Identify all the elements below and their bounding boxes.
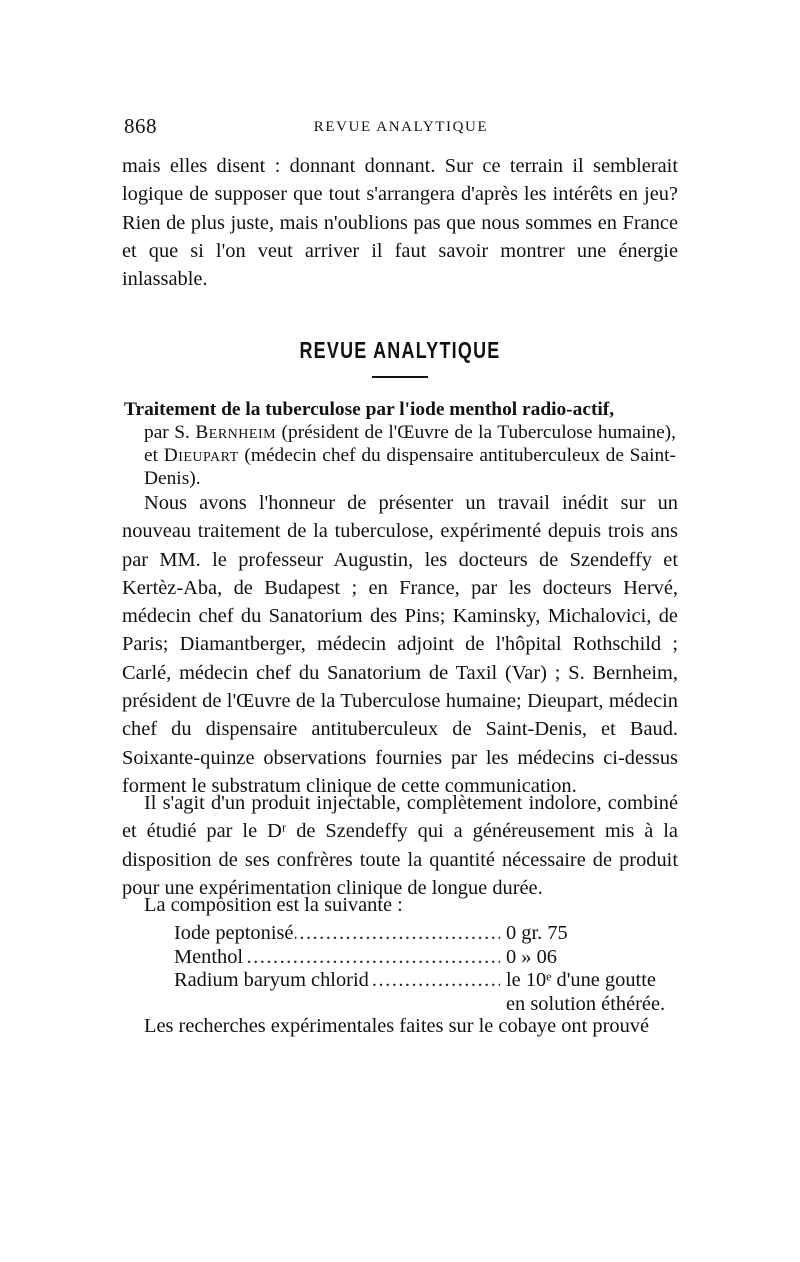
ingredient-name: Iode peptonisé	[174, 922, 294, 944]
body-paragraph: Il s'agit d'un produit injectable, complètement indolore, combiné et étudié par le Dʳ de Szendeffy qui a généreusement mis à la disposition de ses confrères toute la quantité nécessaire de produit pour une expérimentation clinique de longue durée.	[122, 792, 678, 899]
title-rule	[372, 376, 428, 378]
section-title: REVUE ANALYTIQUE	[299, 337, 501, 363]
author-prefix: par S.	[144, 422, 196, 443]
author-name: Dieupart	[163, 445, 239, 466]
composition-row	[174, 946, 678, 970]
body-paragraph: Les recherches expérimentales faites sur le cobaye ont prouvé	[144, 1015, 650, 1037]
composition-row	[174, 969, 678, 1016]
article-title: Traitement de la tuberculose par l'iode menthol radio-actif,	[124, 399, 615, 420]
article-byline	[124, 421, 676, 490]
ingredient-name: Menthol	[174, 945, 244, 968]
composition-table	[174, 922, 678, 1016]
page-number: 868	[124, 114, 157, 138]
running-title: REVUE ANALYTIQUE	[313, 119, 489, 135]
ingredient-quantity: le 10ᵉ d'une goutte	[506, 969, 656, 991]
author-role: (président de l'Œuvre de la Tuberculose humaine), et	[144, 422, 676, 466]
ingredient-quantity-continued: en solution éthérée.	[506, 992, 666, 1015]
ingredient-quantity: 0 » 06	[506, 945, 557, 968]
author-name: Bernheim	[195, 422, 277, 443]
article-heading	[124, 398, 676, 490]
author-role: (médecin chef du dispensaire antituberculeux de Saint-Denis).	[144, 445, 676, 489]
composition-row	[174, 922, 678, 946]
page-header	[124, 114, 678, 142]
body-paragraph: La composition est la suivante :	[144, 894, 403, 916]
ingredient-quantity: 0 gr. 75	[506, 922, 568, 944]
ingredient-name: Radium baryum chlorid	[174, 969, 369, 991]
intro-paragraph: mais elles disent : donnant donnant. Sur ce terrain il semblerait logique de supposer que tout s'arrangera d'après les intérêts en jeu? Rien de plus juste, mais n'oublions pas que nous sommes en France et que si l'on veut arriver il faut savoir montrer une énergie inlassable.	[122, 155, 678, 291]
body-paragraph: Nous avons l'honneur de présenter un travail inédit sur un nouveau traitement de la tuberculose, expérimenté depuis trois ans par MM. le professeur Augustin, les docteurs de Szendeffy et Kertèz-Aba, de Budapest ; en France, par les docteurs Hervé, médecin chef du Sanatorium des Pins; Kaminsky, Michalovici, de Paris; Diamantberger, médecin adjoint de l'hôpital Rothschild ; Carlé, médecin chef du Sanatorium de Taxil (Var) ; S. Bernheim, président de l'Œuvre de la Tuberculose humaine; Dieupart, médecin chef du dispensaire antituberculeux de Saint-Denis, et Baud. Soixante-quinze observations fournies par les médecins ci-dessus forment le substratum clinique de cette communication.	[122, 492, 678, 797]
